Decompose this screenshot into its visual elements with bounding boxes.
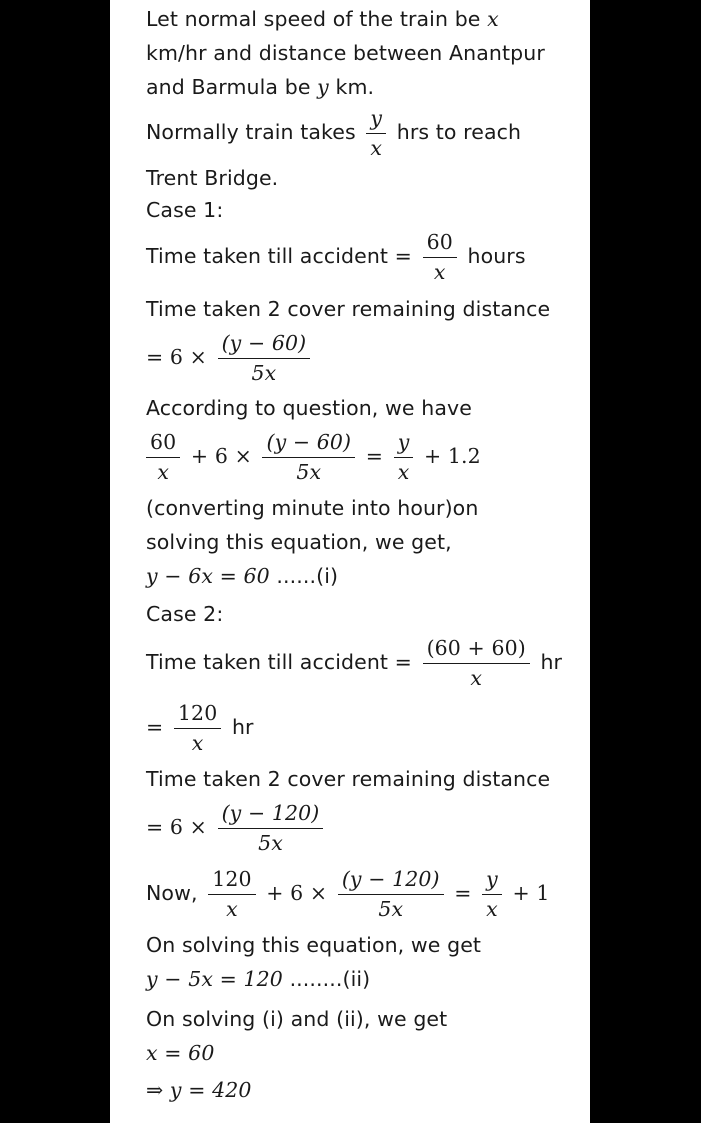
case1-equation: $\frac{60}{x}$ + 6 × $\frac{(y - 60)}{5x}$ = $\frac{y}{x}$ + 1.2	[146, 432, 481, 482]
unit: hr	[231, 715, 254, 739]
fraction: $\frac{(y - 60)}{5x}$	[218, 333, 311, 383]
intro-text: km/hr and distance between Anantpur	[146, 41, 545, 65]
intro-line-2	[146, 40, 545, 66]
case1-time-remaining-expr: = 6 × $\frac{(y - 60)}{5x}$	[146, 333, 314, 383]
unit: hr	[540, 650, 563, 674]
intro-line-4	[146, 108, 521, 158]
fraction: $\frac{60}{x}$	[423, 232, 457, 282]
case1-result: y − 6x = 60 ......(i)	[146, 564, 339, 588]
intro-text: km.	[335, 75, 375, 99]
case1-heading: Case 1:	[146, 198, 224, 222]
intro-text: Let normal speed of the train be	[146, 7, 481, 31]
final-y: ⇒ y = 420	[146, 1078, 252, 1102]
case2-time-remaining-expr: = 6 × $\frac{(y - 120)}{5x}$	[146, 803, 327, 853]
fraction: $\frac{(y - 120)}{5x}$	[218, 803, 324, 853]
final-x: x = 60	[146, 1041, 215, 1065]
case1-time-remaining-label: Time taken 2 cover remaining distance	[146, 297, 551, 321]
intro-line-3	[146, 74, 374, 100]
case1-conversion-1: (converting minute into hour)on	[146, 496, 479, 520]
fraction: $\frac{(60 + 60)}{x}$	[423, 638, 530, 688]
case2-heading: Case 2:	[146, 602, 224, 626]
case2-time-accident-simplified: = $\frac{120}{x}$ hr	[146, 701, 254, 755]
case2-equation: Now, $\frac{120}{x}$ + 6 × $\frac{(y - 120)}{5x}$ = $\frac{y}{x}$ + 1	[146, 867, 550, 921]
case2-solve: On solving this equation, we get	[146, 933, 482, 957]
fraction: $\frac{y}{x}$	[394, 432, 414, 482]
label: Time taken till accident =	[146, 244, 412, 268]
intro-text: and Barmula be	[146, 75, 311, 99]
case1-according: According to question, we have	[146, 396, 472, 420]
fraction: $\frac{(y - 60)}{5x}$	[262, 432, 355, 482]
intro-line-5	[146, 165, 278, 191]
case2-result: y − 5x = 120 ........(ii)	[146, 967, 371, 991]
label: Time taken till accident =	[146, 650, 412, 674]
fraction: $\frac{120}{x}$	[174, 703, 221, 753]
fraction: $\frac{60}{x}$	[146, 432, 180, 482]
var-y: y	[317, 75, 329, 99]
solution-page	[110, 0, 590, 1123]
final-solve: On solving (i) and (ii), we get	[146, 1007, 448, 1031]
intro-text: hrs to reach	[396, 120, 522, 144]
var-x: x	[487, 7, 499, 31]
case2-time-accident	[146, 638, 562, 688]
case2-time-remaining-label: Time taken 2 cover remaining distance	[146, 767, 551, 791]
unit: hours	[467, 244, 526, 268]
fraction-y-over-x: $\frac{y}{x}$	[366, 108, 386, 158]
fraction: $\frac{(y - 120)}{5x}$	[338, 869, 444, 919]
fraction: $\frac{120}{x}$	[208, 869, 255, 919]
case1-conversion-2: solving this equation, we get,	[146, 530, 452, 554]
fraction: $\frac{y}{x}$	[482, 869, 502, 919]
case1-time-accident	[146, 232, 526, 282]
intro-line-1	[146, 6, 499, 32]
intro-text: Normally train takes	[146, 120, 356, 144]
intro-text: Trent Bridge.	[146, 166, 279, 190]
